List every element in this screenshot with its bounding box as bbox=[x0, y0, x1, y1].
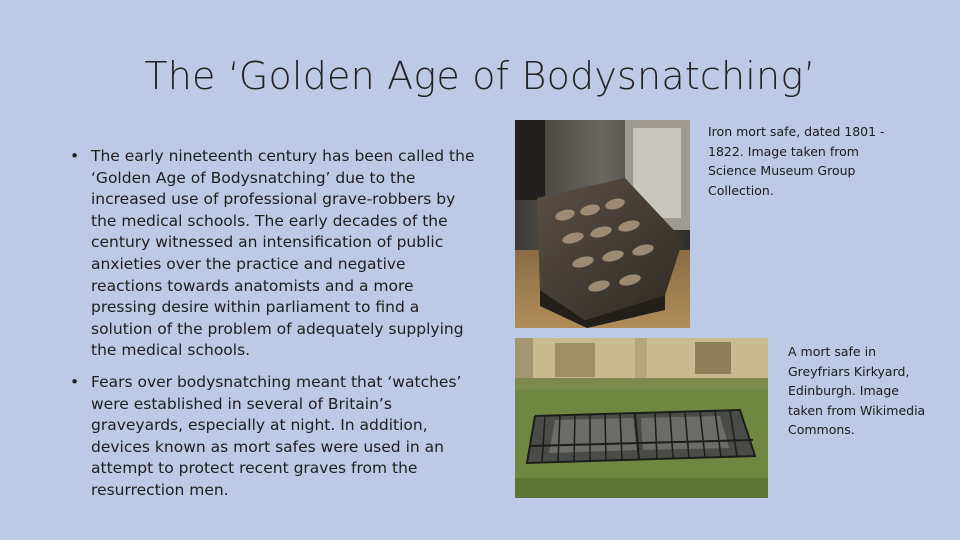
greyfriars-mort-safe-photo bbox=[515, 338, 768, 498]
slide-title: The ‘Golden Age of Bodysnatching’ bbox=[144, 54, 816, 98]
bullet-marker: • bbox=[70, 147, 80, 165]
bullet-list bbox=[70, 146, 480, 512]
bullet-text: The early nineteenth century has been called the ‘Golden Age of Bodysnatching’ due to the increased use of professional grave-robbers by the medical schools. The early decades of the century witnessed an intensification of public anxieties over the practice and negative reactions towards anatomists and a more pressing desire within parliament to find a solution of the problem of adequately supplying the medical schools. bbox=[91, 147, 475, 360]
bullet-text: Fears over bodysnatching meant that ‘watches’ were established in several of Britain’s graveyards, especially at night. In addition, devices known as mort safes were used in an attempt to protect recent graves from the resurrection men. bbox=[91, 372, 462, 499]
iron-mort-safe-photo bbox=[515, 120, 690, 328]
bullet-marker: • bbox=[70, 372, 80, 391]
bullet-item bbox=[70, 372, 480, 502]
bullet-item bbox=[70, 146, 480, 362]
image-caption-greyfriars: A mort safe in Greyfriars Kirkyard, Edinburgh. Image taken from Wikimedia Commons. bbox=[788, 344, 926, 437]
image-caption-museum: Iron mort safe, dated 1801 - 1822. Image taken from Science Museum Group Collection. bbox=[708, 124, 885, 198]
